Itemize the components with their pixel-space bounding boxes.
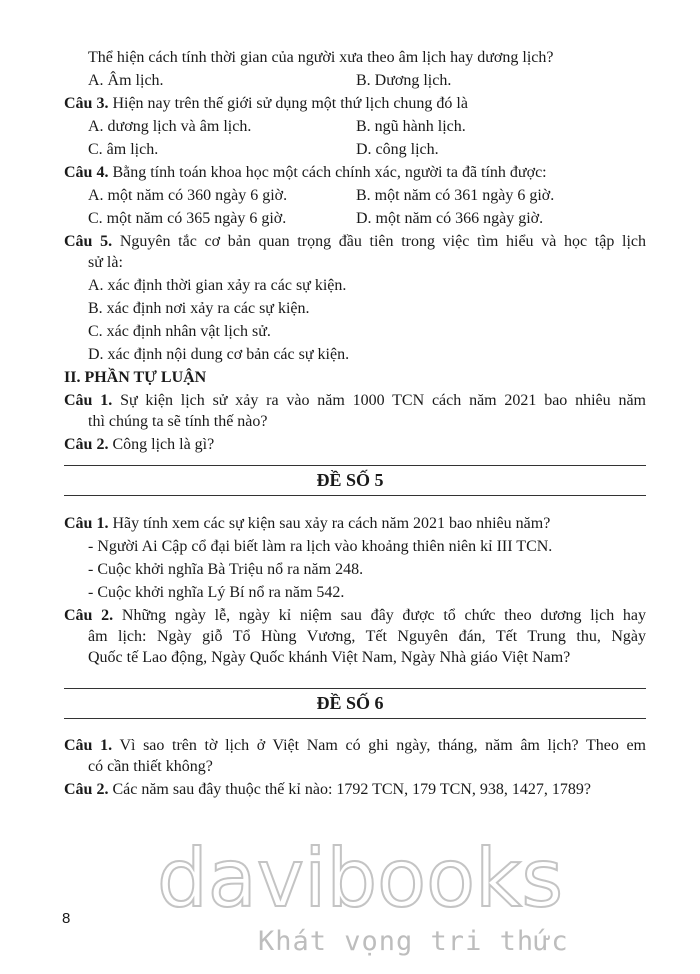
logo-slogan: Khát vọng tri thức bbox=[258, 926, 569, 957]
question-4 bbox=[64, 163, 547, 183]
list-item: - Cuộc khởi nghĩa Bà Triệu nổ ra năm 248. bbox=[88, 561, 364, 578]
question-5-number: Câu 5. bbox=[64, 233, 113, 250]
divider-top bbox=[64, 688, 646, 689]
essay-question-1-line-1 bbox=[64, 391, 646, 411]
exam-6-question-1-number: Câu 1. bbox=[64, 737, 113, 754]
essay-question-2-text: Công lịch là gì? bbox=[108, 436, 215, 453]
list-item: - Người Ai Cập cổ đại biết làm ra lịch vào khoảng thiên niên kỉ III TCN. bbox=[88, 538, 553, 555]
prev-option-a: A. Âm lịch. bbox=[88, 72, 164, 89]
exam-5-title: ĐỀ SỐ 5 bbox=[316, 470, 384, 490]
list-item: - Cuộc khởi nghĩa Lý Bí nổ ra năm 542. bbox=[88, 584, 345, 601]
divider-bottom bbox=[64, 718, 646, 719]
question-3-text: Hiện nay trên thế giới sử dụng một thứ lịch chung đó là bbox=[108, 95, 468, 112]
q5-option-a: A. xác định thời gian xảy ra các sự kiện. bbox=[88, 277, 347, 294]
exam-5-question-1-number: Câu 1. bbox=[64, 515, 109, 532]
essay-question-2 bbox=[64, 435, 214, 455]
essay-question-2-number: Câu 2. bbox=[64, 436, 109, 453]
question-5-line-1 bbox=[64, 232, 646, 252]
page-number: 8 bbox=[62, 910, 71, 927]
exam-5-question-2-text-1: Những ngày lễ, ngày kỉ niệm sau đây được tổ chức theo dương lịch hay bbox=[113, 607, 647, 624]
question-4-number: Câu 4. bbox=[64, 164, 109, 181]
question-5-text-2: sử là: bbox=[88, 254, 123, 271]
essay-question-1-number: Câu 1. bbox=[64, 392, 113, 409]
logo-text: davibooks bbox=[156, 836, 564, 925]
q5-option-b: B. xác định nơi xảy ra các sự kiện. bbox=[88, 300, 310, 317]
q4-option-c: C. một năm có 365 ngày 6 giờ. bbox=[88, 210, 287, 227]
divider-top bbox=[64, 465, 646, 466]
exam-6-question-2-text: Các năm sau đây thuộc thế kỉ nào: 1792 TCN, 179 TCN, 938, 1427, 1789? bbox=[108, 781, 591, 798]
exam-6-title: ĐỀ SỐ 6 bbox=[316, 693, 384, 713]
exam-5-question-1 bbox=[64, 514, 550, 534]
divider-bottom bbox=[64, 495, 646, 496]
prev-question-text: Thể hiện cách tính thời gian của người xưa theo âm lịch hay dương lịch? bbox=[88, 49, 554, 66]
essay-question-1-text-2: thì chúng ta sẽ tính thế nào? bbox=[88, 413, 268, 430]
exam-6-question-2-number: Câu 2. bbox=[64, 781, 109, 798]
exam-5-question-2-text-3: Quốc tế Lao động, Ngày Quốc khánh Việt Nam, Ngày Nhà giáo Việt Nam? bbox=[88, 649, 571, 666]
q5-option-c: C. xác định nhân vật lịch sử. bbox=[88, 323, 271, 340]
exam-6-question-1-line-1 bbox=[64, 736, 646, 756]
exam-5-question-2-text-2: âm lịch: Ngày giỗ Tổ Hùng Vương, Tết Nguyên đán, Tết Trung thu, Ngày bbox=[88, 628, 646, 645]
exam-6-question-2 bbox=[64, 780, 591, 800]
davibooks-logo bbox=[150, 836, 570, 926]
question-5-text-1: Nguyên tắc cơ bản quan trọng đầu tiên trong việc tìm hiểu và học tập lịch bbox=[112, 233, 647, 250]
q3-option-b: B. ngũ hành lịch. bbox=[356, 118, 466, 135]
question-4-text: Bằng tính toán khoa học một cách chính xác, người ta đã tính được: bbox=[108, 164, 547, 181]
question-3 bbox=[64, 94, 468, 114]
prev-option-b: B. Dương lịch. bbox=[356, 72, 452, 89]
essay-question-1-text-1: Sự kiện lịch sử xảy ra vào năm 1000 TCN cách năm 2021 bao nhiêu năm bbox=[112, 392, 647, 409]
q4-option-a: A. một năm có 360 ngày 6 giờ. bbox=[88, 187, 288, 204]
exam-5-question-2-number: Câu 2. bbox=[64, 607, 114, 624]
q4-option-b: B. một năm có 361 ngày 6 giờ. bbox=[356, 187, 555, 204]
exam-6-question-1-text-2: có cần thiết không? bbox=[88, 758, 213, 775]
q3-option-c: C. âm lịch. bbox=[88, 141, 159, 158]
essay-section-heading: II. PHẦN TỰ LUẬN bbox=[64, 369, 207, 386]
exam-5-question-1-text: Hãy tính xem các sự kiện sau xảy ra cách năm 2021 bao nhiêu năm? bbox=[108, 515, 551, 532]
exam-6-question-1-text-1: Vì sao trên tờ lịch ở Việt Nam có ghi ngày, tháng, năm âm lịch? Theo em bbox=[112, 737, 646, 754]
question-3-number: Câu 3. bbox=[64, 95, 109, 112]
q5-option-d: D. xác định nội dung cơ bản các sự kiện. bbox=[88, 346, 350, 363]
q3-option-a: A. dương lịch và âm lịch. bbox=[88, 118, 252, 135]
exam-5-question-2-line-1 bbox=[64, 606, 646, 626]
q4-option-d: D. một năm có 366 ngày giờ. bbox=[356, 210, 544, 227]
q3-option-d: D. công lịch. bbox=[356, 141, 439, 158]
